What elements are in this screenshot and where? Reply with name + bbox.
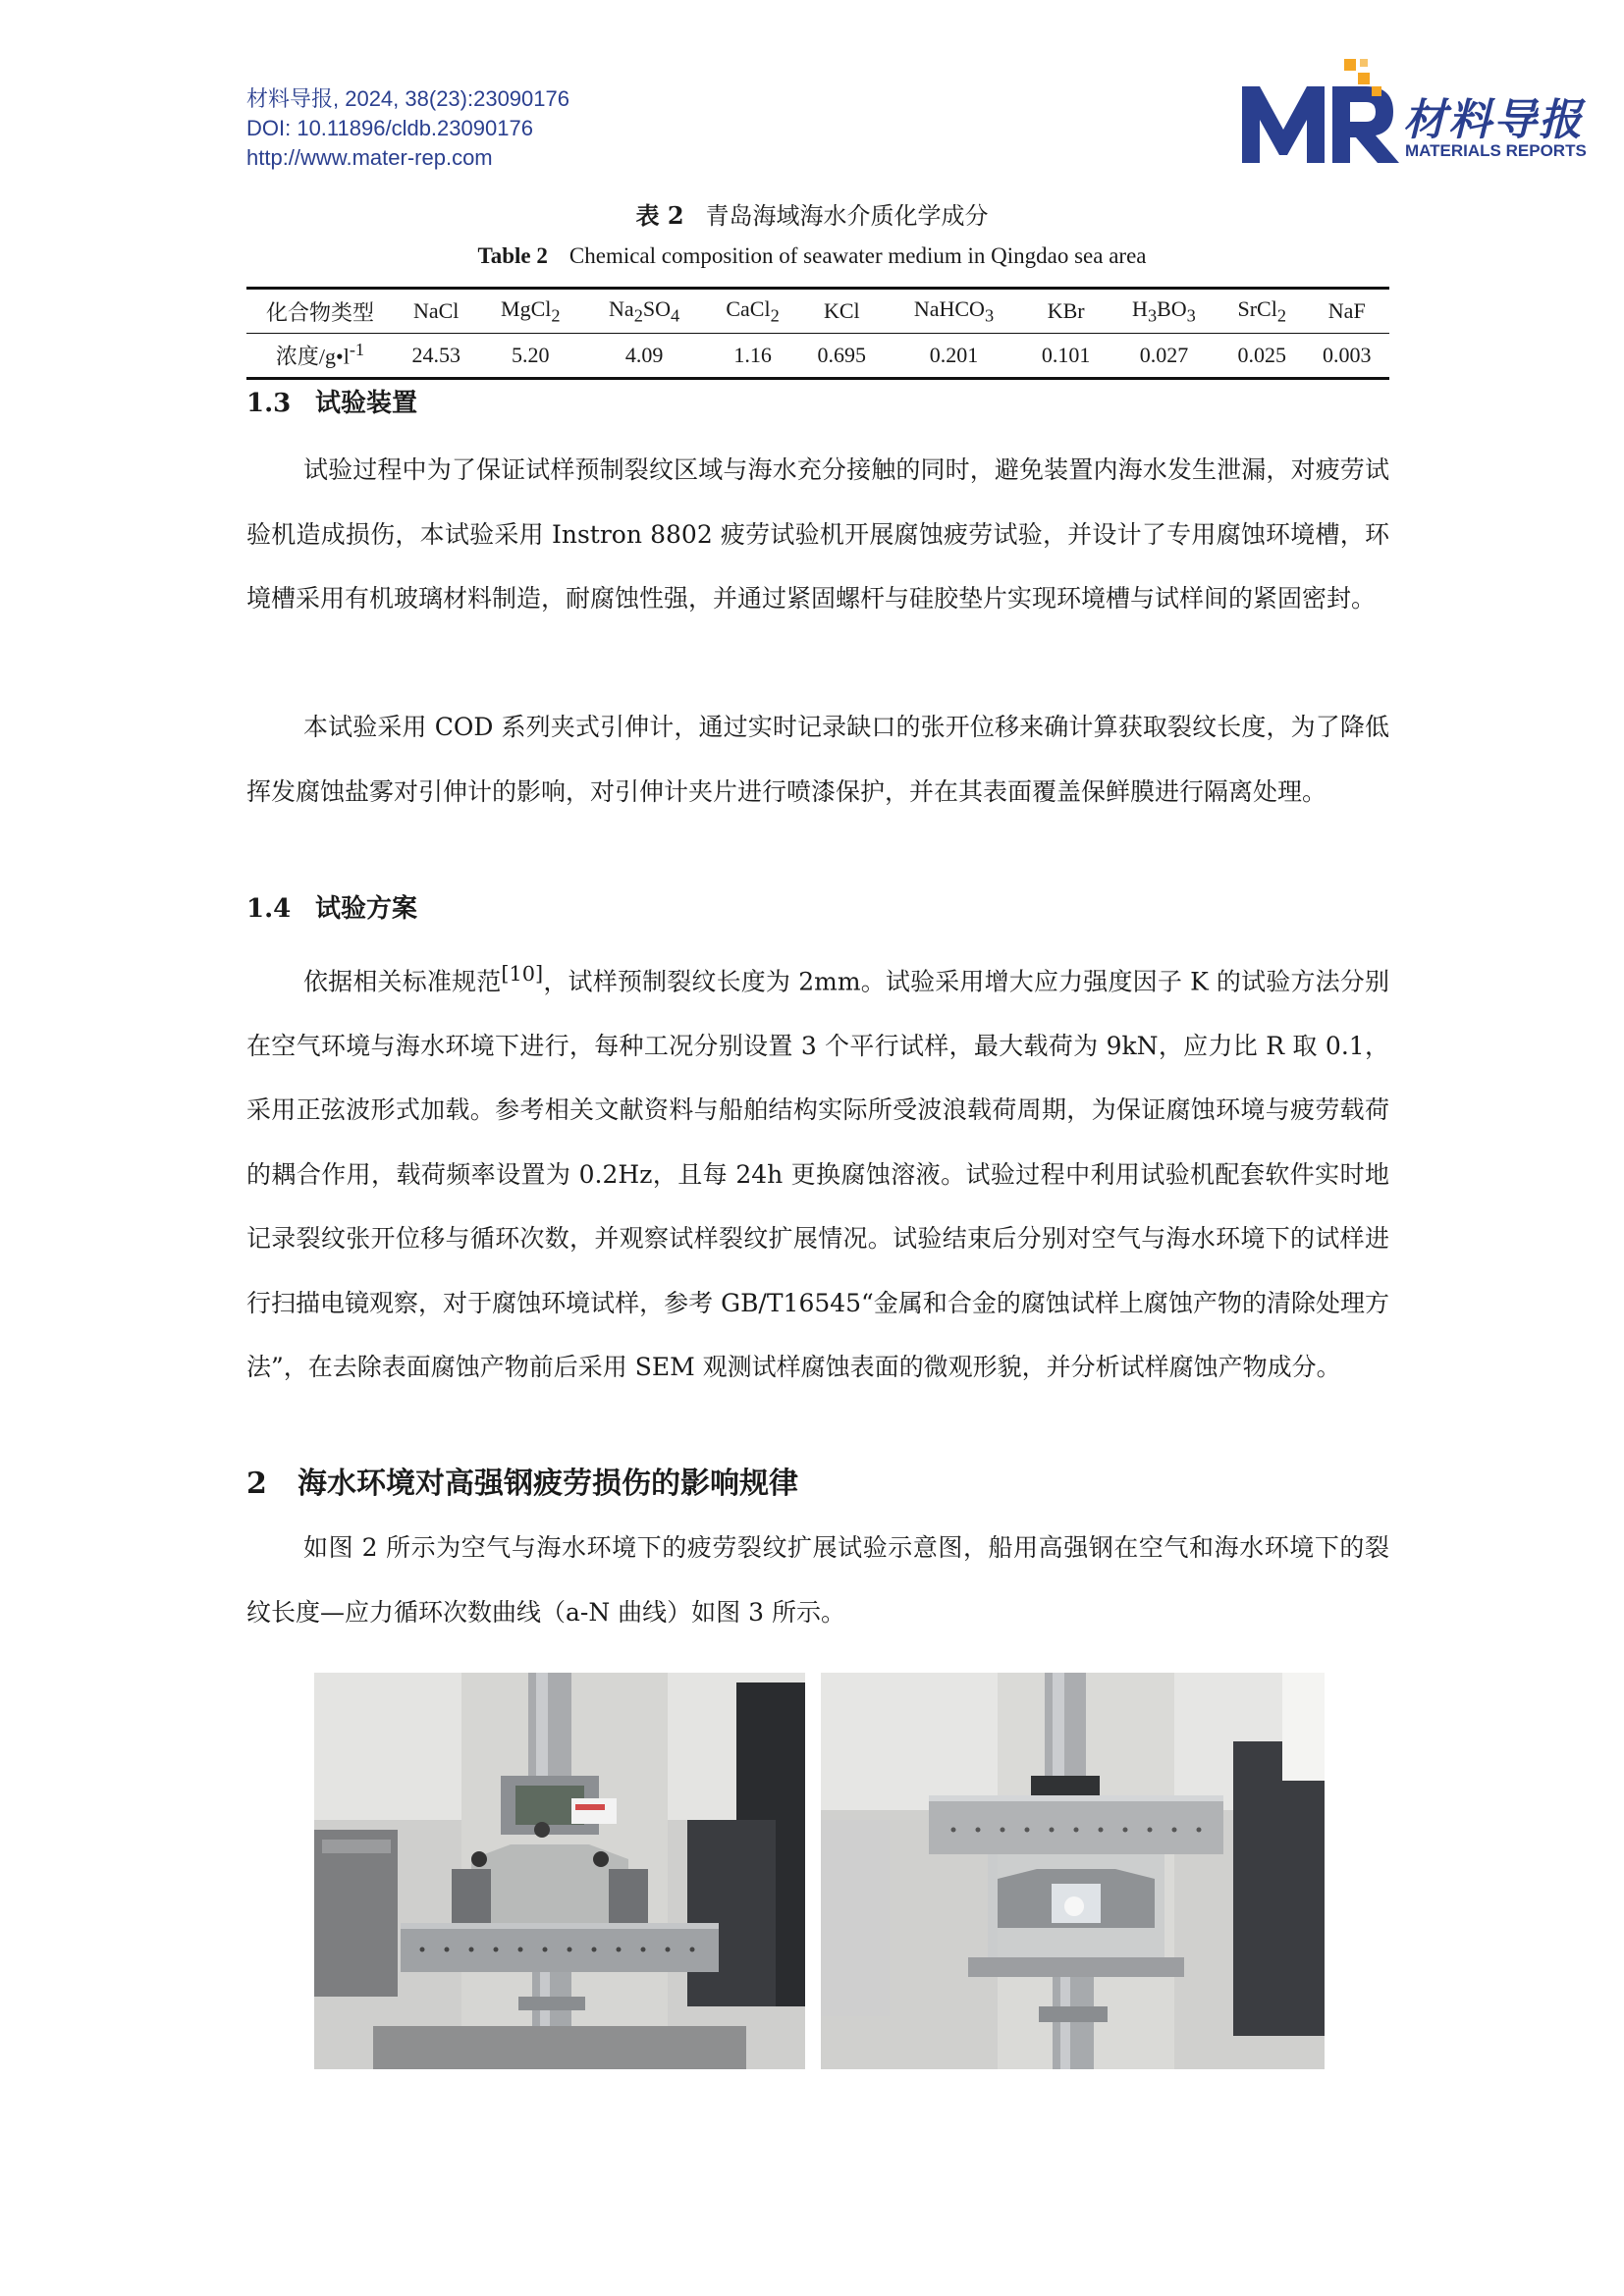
logo-text-cn: 材料导报 xyxy=(1403,95,1584,145)
row-header-compound: 化合物类型 xyxy=(265,299,374,325)
section-heading-2 xyxy=(246,1459,798,1502)
journal-meta xyxy=(246,84,569,173)
test-rig-illustration xyxy=(314,1673,805,2069)
compound-cell: NaF xyxy=(1327,298,1366,323)
section-number: 1.3 xyxy=(246,389,292,418)
compound-cell: NaCl xyxy=(412,298,460,323)
compound-cell: CaCl$_2$ xyxy=(726,295,780,326)
table-label-en: Table 2 xyxy=(477,243,548,268)
compound-cell: KBr xyxy=(1047,298,1085,323)
section-number: 2 xyxy=(246,1467,267,1501)
section-title: 海水环境对高强钢疲劳损伤的影响规律 xyxy=(298,1467,798,1501)
section-title: 试验方案 xyxy=(315,894,418,924)
paragraph: 试验过程中为了保证试样预制裂纹区域与海水充分接触的同时，避免装置内海水发生泄漏，对疲劳试验机造成损伤，本试验采用 Instron 8802 疲劳试验机开展腐蚀疲劳试验，并设计了专用腐蚀环境槽，环境槽采用有机玻璃材料制造，耐腐蚀性强，并通过紧固螺杆与硅胶垫片实现环境槽与试样间的紧固密封。 xyxy=(246,455,1389,613)
table-row xyxy=(246,334,1389,379)
concentration-cell: 0.695 xyxy=(817,343,867,367)
test-photo-seawater xyxy=(821,1673,1325,2069)
compound-cell: SrCl$_2$ xyxy=(1237,295,1287,326)
paragraph-text: 依据相关标准规范 xyxy=(303,967,502,996)
table-title-en: Chemical composition of seawater medium in Qingdao sea area xyxy=(568,243,1147,268)
section-number: 1.4 xyxy=(246,894,292,924)
citation: 材料导报, 2024, 38(23):23090176 xyxy=(246,86,569,111)
section-heading-1-3 xyxy=(246,383,417,419)
logo-text-en: MATERIALS REPORTS xyxy=(1405,141,1587,160)
table-caption-cn xyxy=(0,196,1624,231)
concentration-cell: 24.53 xyxy=(411,343,460,367)
concentration-cell: 0.003 xyxy=(1323,343,1372,367)
row-header-concentration: 浓度$/g•l^{-1}$ xyxy=(275,340,365,369)
concentration-cell: 0.025 xyxy=(1237,343,1286,367)
test-rig-illustration xyxy=(821,1673,1325,2069)
table-header-row xyxy=(246,289,1389,334)
test-photo-air xyxy=(314,1673,805,2069)
section-heading-1-4 xyxy=(246,888,417,925)
paragraph xyxy=(246,942,1389,1400)
page-header xyxy=(246,84,1587,183)
journal-logo xyxy=(1238,57,1592,175)
compound-cell: $Na_2SO_4$ xyxy=(609,295,680,326)
table-caption-en xyxy=(0,243,1624,269)
paragraph: 本试验采用 COD 系列夹式引伸计，通过实时记录缺口的张开位移来确计算获取裂纹长度，为了降低挥发腐蚀盐雾对引伸计的影响，对引伸计夹片进行喷漆保护，并在其表面覆盖保鲜膜进行隔离处理。 xyxy=(246,713,1389,806)
compound-cell: KCl xyxy=(823,298,860,323)
logo-mr-mark xyxy=(1238,57,1405,175)
section-title: 试验装置 xyxy=(315,389,418,418)
doi[interactable]: DOI: 10.11896/cldb.23090176 xyxy=(246,116,533,140)
concentration-cell: 0.201 xyxy=(929,343,979,367)
citation-ref[interactable]: [10] xyxy=(501,962,544,986)
compound-cell: $H_3BO_3$ xyxy=(1132,295,1196,326)
concentration-cell: 0.027 xyxy=(1139,343,1189,367)
concentration-cell: 0.101 xyxy=(1041,343,1091,367)
compound-cell: MgCl$_2$ xyxy=(501,295,561,326)
paragraph-text: ，试样预制裂纹长度为 2mm。试验采用增大应力强度因子 K 的试验方法分别在空气环境与海水环境下进行，每种工况分别设置 3 个平行试样，最大载荷为 9kN，应力比 R 取 0.1，采用正弦波形式加载。参考相关文献资料与船舶结构实际所受波浪载荷周期，为保证腐蚀环境与疲劳载荷的耦合作用，载荷频率设置为 0.2Hz，且每 24h 更换腐蚀溶液。试验过程中利用试验机配套软件实时地记录裂纹张开位移与循环次数，并观察试样裂纹扩展情况。试验结束后分别对空气与海水环境下的试样进行扫描电镜观察，对于腐蚀环境试样，参考 GB/T16545“金属和合金的腐蚀试样上腐蚀产物的清除处理方法”，在去除表面腐蚀产物前后采用 SEM 观测试样腐蚀表面的微观形貌，并分析试样腐蚀产物成分。 xyxy=(246,967,1389,1382)
journal-url[interactable]: http://www.mater-rep.com xyxy=(246,145,493,170)
concentration-cell: 1.16 xyxy=(733,343,772,367)
paragraph: 如图 2 所示为空气与海水环境下的疲劳裂纹扩展试验示意图，船用高强钢在空气和海水环境下的裂纹长度—应力循环次数曲线（a-N 曲线）如图 3 所示。 xyxy=(246,1533,1389,1627)
compound-cell: NaHCO$_3$ xyxy=(913,295,995,326)
table-label-cn: 表 2 xyxy=(635,201,684,230)
table-title-cn: 青岛海域海水介质化学成分 xyxy=(705,202,989,230)
concentration-cell: 5.20 xyxy=(512,343,550,367)
concentration-cell: 4.09 xyxy=(624,343,664,367)
composition-table xyxy=(246,287,1389,380)
